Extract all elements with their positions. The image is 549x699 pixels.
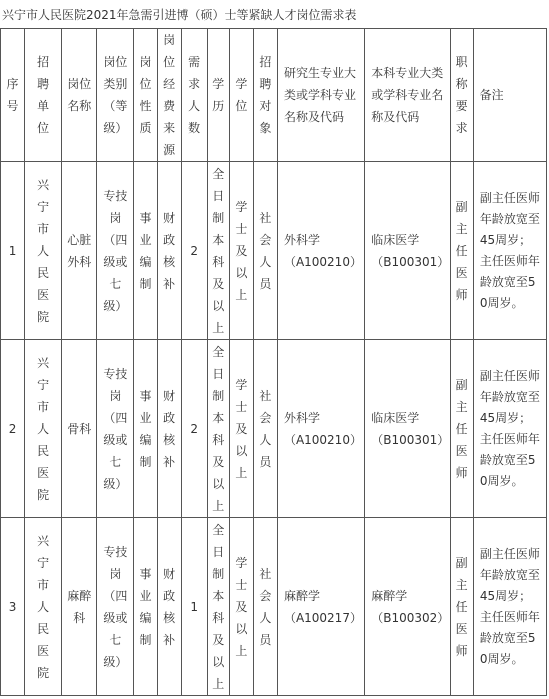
cell-post-name: 心脏外科 <box>62 162 97 340</box>
cell-undergrad-major: 麻醉学 （B100302） <box>365 518 450 696</box>
cell-target: 社会人员 <box>253 340 277 518</box>
cell-degree: 学士及以上 <box>229 340 253 518</box>
cell-post-nature: 事业编制 <box>134 518 157 696</box>
cell-count: 2 <box>181 340 207 518</box>
header-post-category: 岗位类别（等级） <box>97 29 134 162</box>
cell-unit: 兴宁市人民医院 <box>25 340 62 518</box>
cell-unit: 兴宁市人民医院 <box>25 518 62 696</box>
cell-no: 3 <box>1 518 25 696</box>
header-post-nature: 岗位性质 <box>134 29 157 162</box>
cell-title-req: 副主任医师 <box>450 162 473 340</box>
cell-education: 全日制本科及以上 <box>207 340 229 518</box>
header-grad-major: 研究生专业大类或学科专业名称及代码 <box>277 29 364 162</box>
table-row <box>1 162 547 340</box>
page-title: 兴宁市人民医院2021年急需引进博（硕）士等紧缺人才岗位需求表 <box>2 8 357 22</box>
header-education: 学历 <box>207 29 229 162</box>
header-no: 序号 <box>1 29 25 162</box>
cell-remark: 副主任医师年龄放宽至45周岁；主任医师年龄放宽至50周岁。 <box>473 162 546 340</box>
cell-post-category: 专技岗（四级或七级） <box>97 340 134 518</box>
cell-grad-major: 麻醉学 （A100217） <box>277 518 364 696</box>
cell-degree: 学士及以上 <box>229 518 253 696</box>
cell-degree: 学士及以上 <box>229 162 253 340</box>
cell-title-req: 副主任医师 <box>450 518 473 696</box>
cell-target: 社会人员 <box>253 162 277 340</box>
header-target: 招聘对象 <box>253 29 277 162</box>
header-funding: 岗位经费来源 <box>157 29 181 162</box>
cell-count: 1 <box>181 518 207 696</box>
cell-post-nature: 事业编制 <box>134 340 157 518</box>
cell-count: 2 <box>181 162 207 340</box>
header-degree: 学位 <box>229 29 253 162</box>
header-undergrad-major: 本科专业大类或学科专业名称及代码 <box>365 29 450 162</box>
cell-no: 1 <box>1 162 25 340</box>
header-row <box>1 29 547 162</box>
table-row <box>1 518 547 696</box>
header-count: 需求人数 <box>181 29 207 162</box>
table-row <box>1 340 547 518</box>
cell-funding: 财政核补 <box>157 340 181 518</box>
cell-undergrad-major: 临床医学 （B100301） <box>365 162 450 340</box>
cell-remark: 副主任医师年龄放宽至45周岁；主任医师年龄放宽至50周岁。 <box>473 518 546 696</box>
cell-remark: 副主任医师年龄放宽至45周岁；主任医师年龄放宽至50周岁。 <box>473 340 546 518</box>
cell-grad-major: 外科学 （A100210） <box>277 340 364 518</box>
cell-post-name: 骨科 <box>62 340 97 518</box>
cell-grad-major: 外科学 （A100210） <box>277 162 364 340</box>
requirements-table <box>0 28 547 696</box>
cell-no: 2 <box>1 340 25 518</box>
cell-post-category: 专技岗（四级或七级） <box>97 518 134 696</box>
cell-education: 全日制本科及以上 <box>207 162 229 340</box>
header-post-name: 岗位名称 <box>62 29 97 162</box>
cell-post-nature: 事业编制 <box>134 162 157 340</box>
cell-title-req: 副主任医师 <box>450 340 473 518</box>
cell-funding: 财政核补 <box>157 162 181 340</box>
cell-post-name: 麻醉科 <box>62 518 97 696</box>
cell-post-category: 专技岗（四级或七级） <box>97 162 134 340</box>
cell-funding: 财政核补 <box>157 518 181 696</box>
cell-undergrad-major: 临床医学 （B100301） <box>365 340 450 518</box>
header-title-req: 职称要求 <box>450 29 473 162</box>
cell-target: 社会人员 <box>253 518 277 696</box>
header-unit: 招聘单位 <box>25 29 62 162</box>
cell-education: 全日制本科及以上 <box>207 518 229 696</box>
cell-unit: 兴宁市人民医院 <box>25 162 62 340</box>
header-remark: 备注 <box>473 29 546 162</box>
